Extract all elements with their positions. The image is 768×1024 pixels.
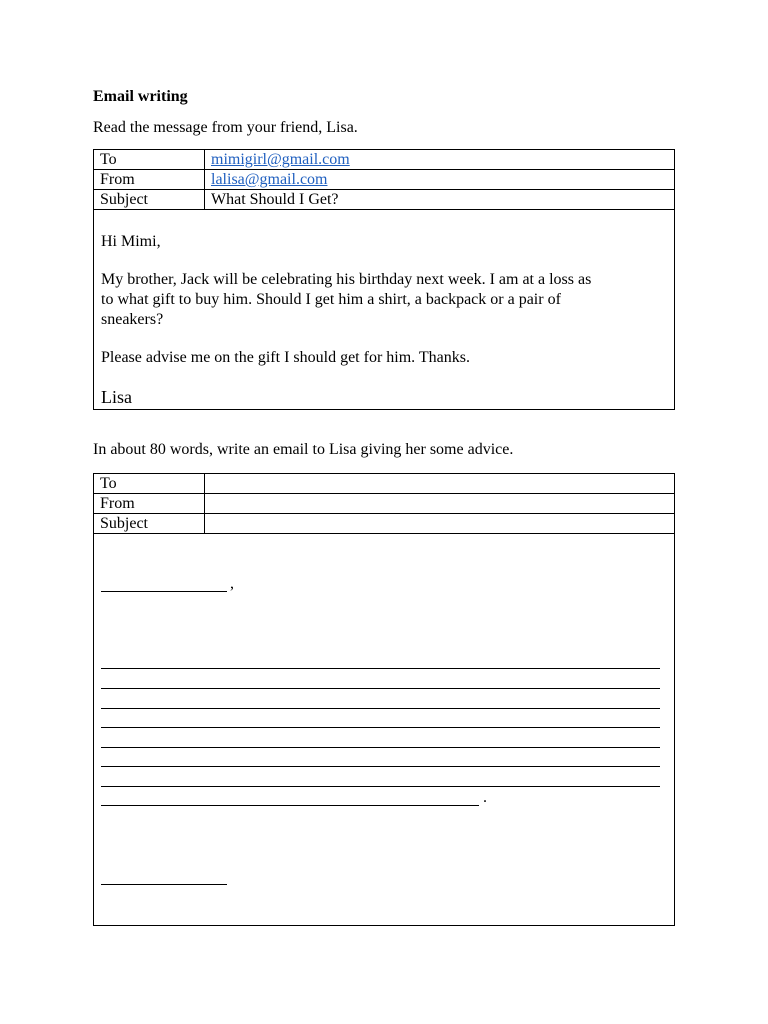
reply-from-row xyxy=(94,494,675,514)
lisa-email-header xyxy=(93,149,675,210)
writing-line-2[interactable] xyxy=(101,688,660,689)
reply-to-field[interactable] xyxy=(205,474,675,494)
page-heading: Email writing xyxy=(93,88,188,105)
writing-line-5[interactable] xyxy=(101,747,660,748)
writing-line-6[interactable] xyxy=(101,766,660,767)
writing-line-7[interactable] xyxy=(101,786,660,787)
reply-to-row xyxy=(94,474,675,494)
reply-email-header xyxy=(93,473,675,534)
reply-from-field[interactable] xyxy=(205,494,675,514)
writing-line-8[interactable] xyxy=(101,805,479,806)
from-label: From xyxy=(94,170,205,190)
email-body-line-1: My brother, Jack will be celebrating his birthday next week. I am at a loss as xyxy=(101,271,592,288)
subject-row xyxy=(94,190,675,210)
to-value[interactable] xyxy=(205,150,675,170)
email-request: Please advise me on the gift I should get for him. Thanks. xyxy=(101,349,470,366)
reply-subject-row xyxy=(94,514,675,534)
write-instruction: In about 80 words, write an email to Lisa giving her some advice. xyxy=(93,441,514,458)
writing-line-1[interactable] xyxy=(101,668,660,669)
subject-value: What Should I Get? xyxy=(205,190,675,210)
email-body-line-2: to what gift to buy him. Should I get him a shirt, a backpack or a pair of xyxy=(101,291,561,308)
reply-to-label: To xyxy=(94,474,205,494)
closing-period: . xyxy=(483,789,487,806)
read-instruction: Read the message from your friend, Lisa. xyxy=(93,119,358,136)
from-row xyxy=(94,170,675,190)
to-email-link[interactable]: mimigirl@gmail.com xyxy=(211,150,350,168)
greeting-blank[interactable] xyxy=(101,591,227,592)
to-label: To xyxy=(94,150,205,170)
reply-from-label: From xyxy=(94,494,205,514)
signature-blank[interactable] xyxy=(101,884,227,885)
from-value[interactable] xyxy=(205,170,675,190)
subject-label: Subject xyxy=(94,190,205,210)
lisa-email-body xyxy=(93,209,675,410)
email-signature: Lisa xyxy=(101,387,132,407)
reply-subject-label: Subject xyxy=(94,514,205,534)
reply-subject-field[interactable] xyxy=(205,514,675,534)
writing-line-3[interactable] xyxy=(101,708,660,709)
email-greeting: Hi Mimi, xyxy=(101,233,161,250)
to-row xyxy=(94,150,675,170)
from-email-link[interactable]: lalisa@gmail.com xyxy=(211,170,328,188)
greeting-comma: , xyxy=(230,575,234,592)
email-body-line-3: sneakers? xyxy=(101,311,164,328)
writing-line-4[interactable] xyxy=(101,727,660,728)
